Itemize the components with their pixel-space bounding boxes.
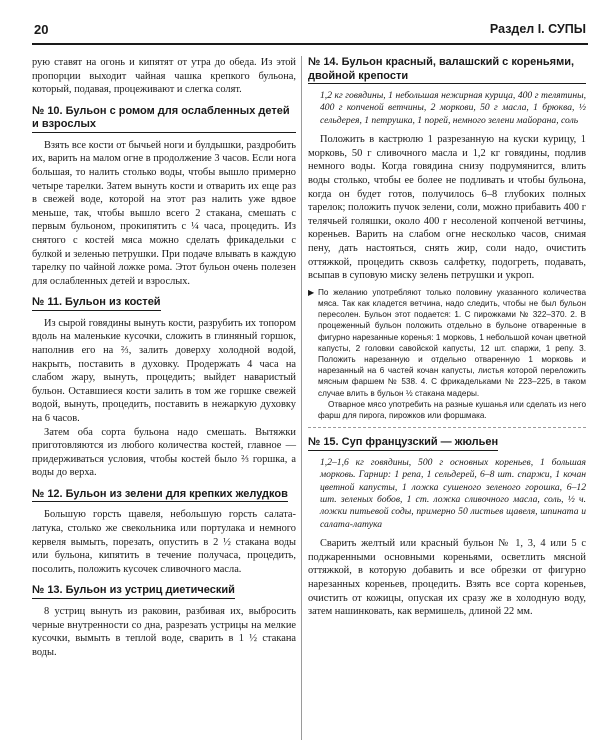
intro-paragraph: рую ставят на огонь и кипятят от утра до обеда. Из этой пропорции выходит чайная чашка крепкого бульона, который, подавая, процеживают и слегка солят.: [32, 57, 296, 96]
recipe-14-text: Положить в кастрюлю 1 разрезанную на куски курицу, 1 морковь, 50 г сливочного масла и 1,2 кг говядины, подлив немного воды. Когда говядина снизу подрумянится, влить воды столько, чтобы ее более не подливать и чтобы бульона, когда он будет готов, получилось 6–8 глубоких полных тарелок; положить пучок зелени, соли, можно прибавить 400 г телячьей голяшки, около 400 г несоленой копченой ветчины, кореньев. Варить на слабом огне несколько часов, снимая пену, дать настояться, снять жир, соли надо, очистить оттяжкой, процедить сквозь салфетку, подогреть, подавать, всыпав в суповую миску зелень петрушки и укроп.: [308, 134, 586, 282]
recipe-15-ingredients: 1,2–1,6 кг говядины, 500 г основных кореньев, 1 большая морковь. Гарнир: 1 репа, 1 сельдерей, 6–8 шт. спаржи, 1 кочан цветной капусты, 1 ложка сушеного зеленого горошка, 6–12 шт. зеленых бобов, 1 ст. ложка сливочного масла, соль, ½ ч. ложки питьевой соды, примерно 50 листьев щавеля, шпината и салата-латука: [320, 456, 586, 530]
section-title: Раздел I. СУПЫ: [489, 22, 586, 36]
page-number: 20: [34, 22, 49, 37]
right-column: [308, 56, 586, 619]
recipe-14-note: [308, 287, 586, 421]
recipe-12-text: Большую горсть щавеля, небольшую горсть салата-латука, столько же свекольника или портулака и немного кервеля вымыть, порезать, опустить в 2 ½ стакана воды или бульона, кипятить в течение получаса, процедить, посолить, положить кусочек сливочного масла.: [32, 509, 296, 575]
header-rule: [32, 43, 588, 45]
left-column: [32, 56, 296, 659]
recipe-14-title: № 14. Бульон красный, валашский с кореньями, двойной крепости: [308, 56, 586, 84]
recipe-14-ingredients: 1,2 кг говядины, 1 небольшая нежирная курица, 400 г телятины, 400 г копченой ветчины, 2 моркови, 50 г масла, 1 брюква, ½ сельдерея, 1 петрушка, 1 порей, немного зелени майорана, соль: [320, 90, 586, 126]
recipe-15-text: Сварить желтый или красный бульон № 1, 3, 4 или 5 с поджаренными основными кореньями, осветлить мясной оттяжкой, в которую добавить и все обрезки от фигурно нарезанных кореньев, процедить. Взять все сорта кореньев, очистить от кожицы, опуская их сразу же в холодную воду, затем нашинковать, как вермишель, длиной 22 мм.: [308, 538, 586, 618]
recipe-11-text-2: Затем оба сорта бульона надо смешать. Вытяжки приготовляются из любого количества костей, главное — придерживаться условия, чтобы костей было ⅔ горшка, а воды до верха.: [32, 426, 296, 479]
note-divider: [308, 427, 586, 428]
recipe-14-note-text: По желанию употребляют только половину указанного количества мяса. Так как кладется ветчина, надо следить, чтобы не был бульон пересолен. Бульон этот подается: 1. С пирожками № 322–370. 2. В процеженный бульон положить отдельно в бульоне отваренные в фигурно нарезанные коренья: 1 морковь, 1 небольшой кочан цветной капусты, 2 головки савойской капусты, 12 шт. спаржи, 1 репу. 3. Положить нарезанную и отдельно отваренную 1 морковь и нарезанный на 6 частей кочан капусты, листья которой переложить мясным фаршем № 538. 4. С фрикадельками № 223–225, в таком случае влить в бульон ½ стакана мадеры.: [318, 287, 586, 398]
recipe-13-title: № 13. Бульон из устриц диетический: [32, 584, 235, 599]
recipe-10-title: № 10. Бульон с ромом для ослабленных детей и взрослых: [32, 105, 296, 133]
column-divider: [301, 56, 302, 740]
triangle-marker-icon: ▶: [308, 287, 315, 297]
recipe-14-note-text-2: Отварное мясо употребить на разные кушанья или сделать из него фарш для пирога, пирожков или форшмака.: [318, 399, 586, 420]
recipe-11-title: № 11. Бульон из костей: [32, 296, 161, 311]
recipe-12-title: № 12. Бульон из зелени для крепких желудков: [32, 488, 288, 503]
recipe-13-text: 8 устриц вынуть из раковин, разбивая их, выбросить черные внутренности со дна, разрезать устрицы на мелкие кусочки, вымыть в теплой воде, сварить в 1 ½ стакана воды.: [32, 605, 296, 658]
recipe-11-text: Из сырой говядины вынуть кости, разрубить их топором вдоль на маленькие кусочки, сложить в глиняный горшок, наполнив его на ⅔, залить доверху холодной водой, накрыть, поставить в духовку. Продержать 4 часа на слабом жару, вынуть, процедить; выйдет наваристый бульон. Оставшиеся кости залить в том же горшке свежей водой, вынуть, процедить, поставить в нежаркую духовку на 6 часов.: [32, 317, 296, 424]
recipe-15-title: № 15. Суп французский — жюльен: [308, 436, 498, 451]
recipe-10-text: Взять все кости от бычьей ноги и булдышки, раздробить их, варить на малом огне в продолжение 3 часов. Если нога большая, то налить столько воды, чтобы вышло примерно четыре тарелки. Затем вынуть кости и отварить их еще раз в свежей воде, которой на этот раз налить уже вдвое меньше, так, чтобы вышло всего 2 стакана, смешать с первым бульоном, прокипятить с ¼ часа, процедить. Из снятого с костей мяса можно сделать фрикадельки с булкой и зеленью петрушки. При подаче влывать в каждую тарелку по чайной ложке рома. Этот бульон очень полезен для ослабленных детей и взрослых.: [32, 139, 296, 287]
